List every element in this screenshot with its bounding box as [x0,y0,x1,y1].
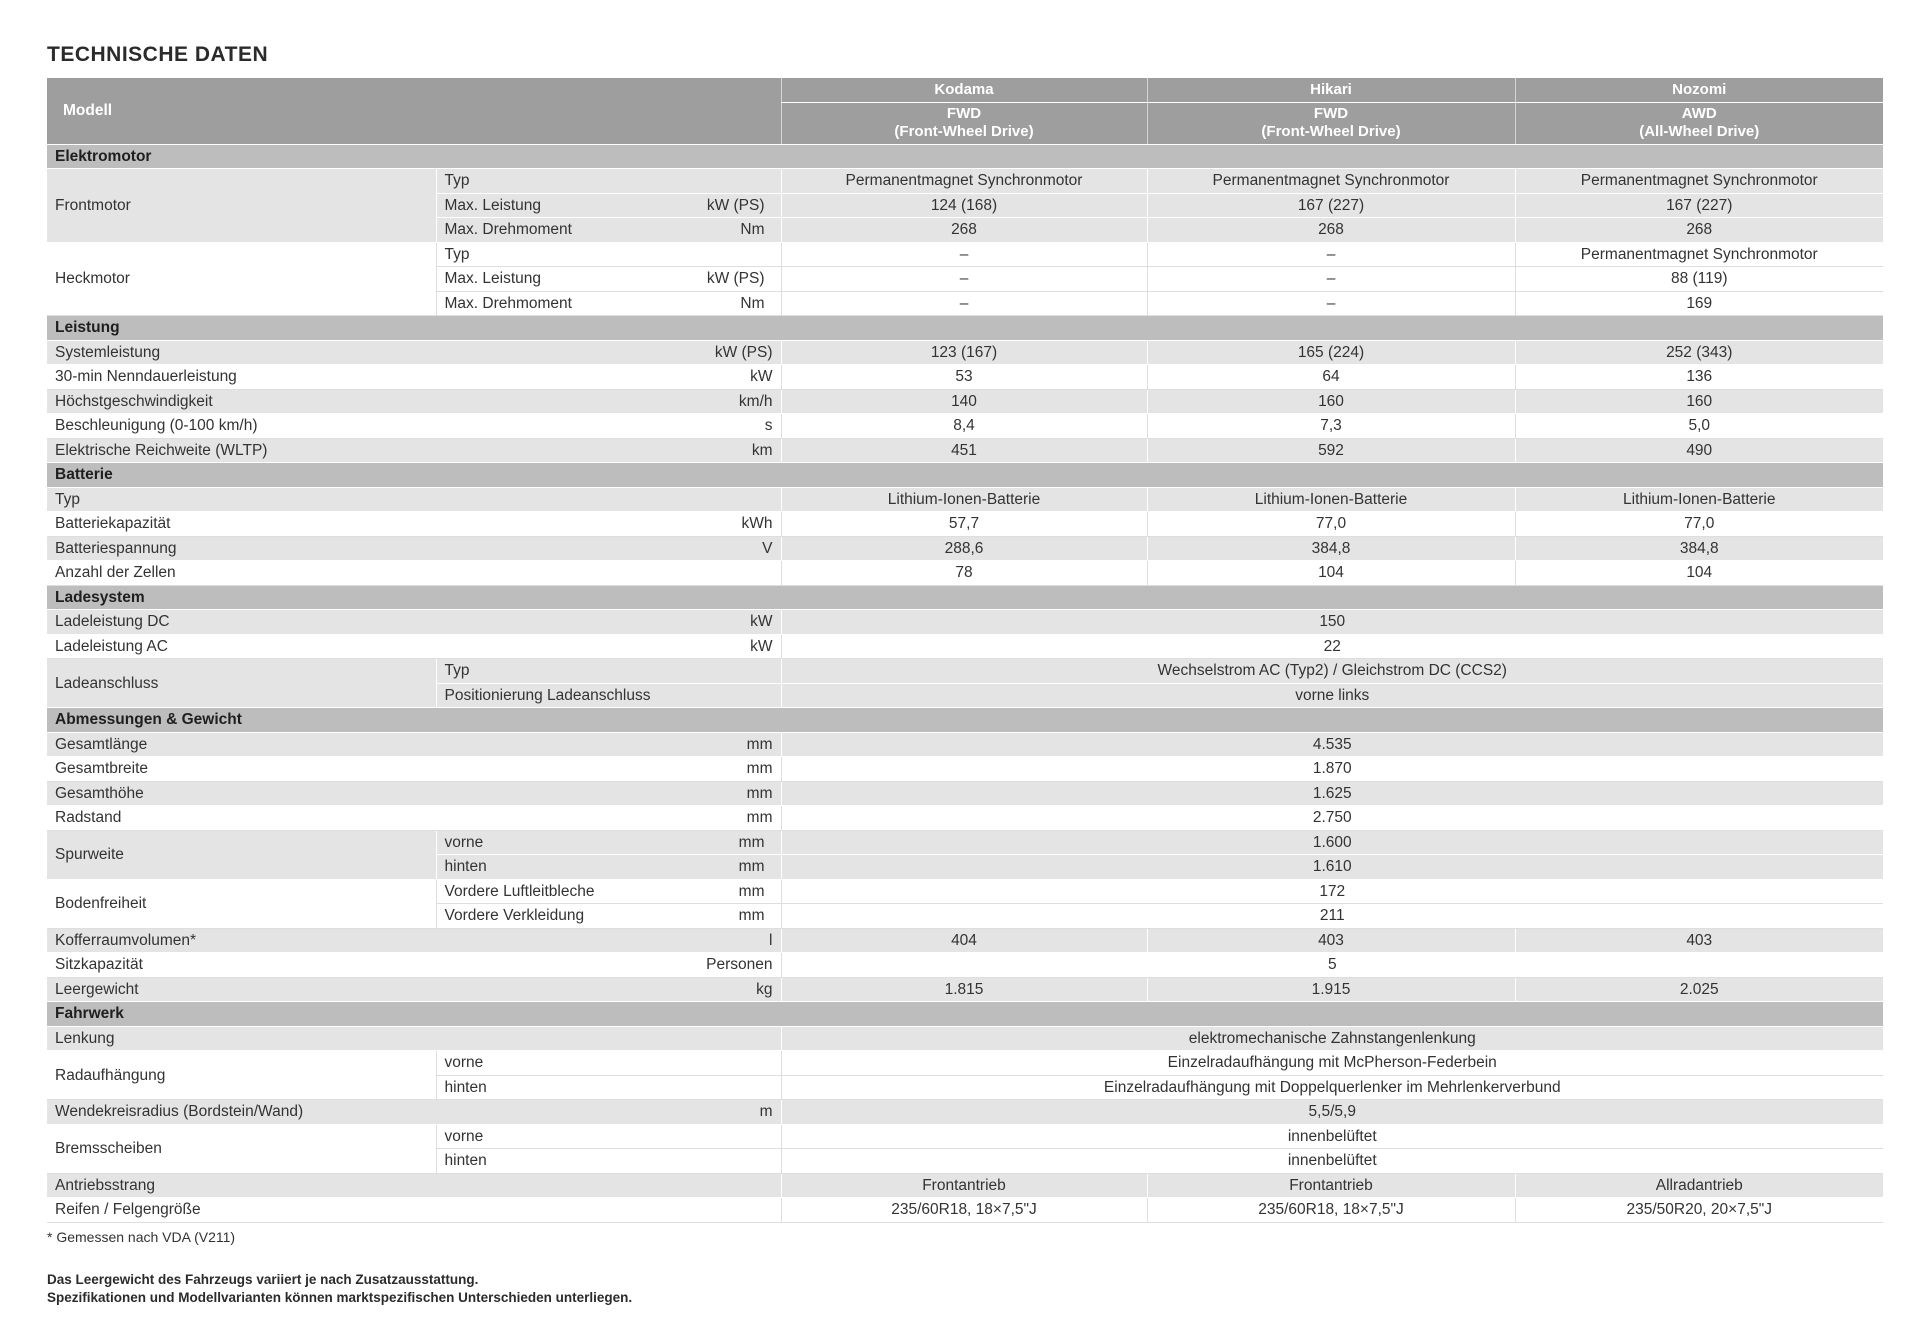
row-label-text: Max. Drehmoment [444,294,572,312]
cell-value: 2.025 [1515,977,1883,1002]
row-label-text: Max. Drehmoment [444,221,572,239]
row-unit: mm [436,806,781,831]
cell-value: – [781,267,1147,292]
row-unit: mm [738,907,765,925]
table-row [47,781,1883,806]
row-label [436,218,781,243]
cell-value: 160 [1515,389,1883,414]
row-label-text: Vordere Verkleidung [444,907,585,925]
cell-value: Lithium-Ionen-Batterie [1147,487,1515,512]
row-unit: mm [738,833,765,851]
row-unit: kW [436,365,781,390]
spec-page [47,40,1883,1307]
cell-value: 403 [1147,928,1515,953]
table-row [47,732,1883,757]
row-label: vorne [436,1124,781,1149]
row-label: Beschleunigung (0-100 km/h) [47,414,436,439]
drive-full: (Front-Wheel Drive) [1261,122,1401,140]
group-label: Heckmotor [47,242,436,316]
cell-value: 1.600 [781,830,1883,855]
table-row [47,806,1883,831]
cell-value: 235/60R18, 18×7,5"J [1147,1198,1515,1223]
row-label: Elektrische Reichweite (WLTP) [47,438,436,463]
cell-value: 268 [1147,218,1515,243]
cell-value: elektromechanische Zahnstangenlenkung [781,1026,1883,1051]
table-row [47,757,1883,782]
drive-full: (All-Wheel Drive) [1639,122,1760,140]
row-label: Reifen / Felgengröße [47,1198,781,1223]
cell-value: 78 [781,561,1147,586]
row-unit: Nm [740,294,765,312]
table-row [47,1173,1883,1198]
model-name-kodama: Kodama [781,78,1147,102]
footnote-disclaimer [47,1271,1883,1307]
row-label: Typ [436,169,781,194]
cell-value: 268 [781,218,1147,243]
section-batterie: Batterie [47,463,1883,488]
row-label: Lenkung [47,1026,781,1051]
cell-value: 5,5/5,9 [781,1100,1883,1125]
row-label: Typ [436,659,781,684]
cell-value: 22 [781,634,1883,659]
cell-value: 140 [781,389,1147,414]
row-unit [436,561,781,586]
cell-value: 77,0 [1515,512,1883,537]
row-label: Positionierung Ladeanschluss [436,683,781,708]
group-label: Radaufhängung [47,1051,436,1100]
table-row [47,389,1883,414]
cell-value: 124 (168) [781,193,1147,218]
table-row [47,830,1883,855]
cell-value: 123 (167) [781,340,1147,365]
row-label: Anzahl der Zellen [47,561,436,586]
row-label [436,855,781,880]
section-abmessungen: Abmessungen & Gewicht [47,708,1883,733]
cell-value: Einzelradaufhängung mit Doppelquerlenker im Mehrlenkerverbund [781,1075,1883,1100]
cell-value: 57,7 [781,512,1147,537]
cell-value: – [781,291,1147,316]
row-unit: kWh [436,512,781,537]
row-label: hinten [436,1149,781,1174]
row-label: Gesamtlänge [47,732,436,757]
group-label: Frontmotor [47,169,436,243]
table-row [47,414,1883,439]
cell-value: 1.915 [1147,977,1515,1002]
group-label: Spurweite [47,830,436,879]
cell-value: 235/50R20, 20×7,5"J [1515,1198,1883,1223]
row-unit: mm [436,781,781,806]
cell-value: vorne links [781,683,1883,708]
row-unit: mm [738,858,765,876]
table-row [47,340,1883,365]
table-row [47,879,1883,904]
cell-value: 384,8 [1515,536,1883,561]
table-row [47,561,1883,586]
cell-value: 1.610 [781,855,1883,880]
cell-value: Lithium-Ionen-Batterie [781,487,1147,512]
cell-value: Frontantrieb [1147,1173,1515,1198]
disclaimer-line: Das Leergewicht des Fahrzeugs variiert je nach Zusatzausstattung. [47,1271,479,1287]
drive-short: FWD [946,104,982,122]
drive-full: (Front-Wheel Drive) [894,122,1034,140]
cell-value: 384,8 [1147,536,1515,561]
cell-value: 211 [781,904,1883,929]
cell-value: 5 [781,953,1883,978]
spec-table [47,78,1883,1223]
row-unit: km [436,438,781,463]
cell-value: Einzelradaufhängung mit McPherson-Federbein [781,1051,1883,1076]
cell-value: 2.750 [781,806,1883,831]
cell-value: 150 [781,610,1883,635]
modell-header: Modell [47,78,781,144]
cell-value: – [1147,267,1515,292]
model-drive-nozomi [1515,102,1883,144]
cell-value: 64 [1147,365,1515,390]
cell-value: 490 [1515,438,1883,463]
table-row [47,634,1883,659]
cell-value: 160 [1147,389,1515,414]
row-unit: V [436,536,781,561]
row-label-text: vorne [444,833,484,851]
table-row [47,659,1883,684]
cell-value: 288,6 [781,536,1147,561]
footnote-vda: * Gemessen nach VDA (V211) [47,1228,236,1245]
model-name-nozomi: Nozomi [1515,78,1883,102]
table-row [47,1051,1883,1076]
row-unit: km/h [436,389,781,414]
row-label: Typ [47,487,436,512]
row-label: Typ [436,242,781,267]
table-row [47,953,1883,978]
cell-value: 1.815 [781,977,1147,1002]
header-row [47,78,1883,102]
row-label: Systemleistung [47,340,436,365]
row-label [436,904,781,929]
cell-value: Permanentmagnet Synchronmotor [1147,169,1515,194]
row-unit: mm [738,882,765,900]
row-unit: kW (PS) [706,270,765,288]
row-label-text: Max. Leistung [444,270,541,288]
cell-value: Permanentmagnet Synchronmotor [1515,242,1883,267]
row-label [436,267,781,292]
cell-value: 1.625 [781,781,1883,806]
row-label: Kofferraumvolumen* [47,928,436,953]
section-elektromotor: Elektromotor [47,144,1883,169]
cell-value: Lithium-Ionen-Batterie [1515,487,1883,512]
cell-value: 169 [1515,291,1883,316]
cell-value: – [781,242,1147,267]
row-label: Batteriekapazität [47,512,436,537]
cell-value: innenbelüftet [781,1124,1883,1149]
row-unit: Personen [436,953,781,978]
cell-value: 451 [781,438,1147,463]
table-row [47,1198,1883,1223]
page-title: TECHNISCHE DATEN [47,43,269,66]
table-row [47,512,1883,537]
table-row [47,1100,1883,1125]
drive-short: FWD [1313,104,1349,122]
cell-value: Allradantrieb [1515,1173,1883,1198]
cell-value: 172 [781,879,1883,904]
cell-value: 167 (227) [1515,193,1883,218]
group-label: Bremsscheiben [47,1124,436,1173]
row-label: vorne [436,1051,781,1076]
model-drive-kodama [781,102,1147,144]
table-row [47,365,1883,390]
row-label: Ladeleistung DC [47,610,436,635]
cell-value: 252 (343) [1515,340,1883,365]
cell-value: 104 [1147,561,1515,586]
table-row [47,610,1883,635]
row-label: Gesamthöhe [47,781,436,806]
row-label-text: Max. Leistung [444,196,541,214]
cell-value: 235/60R18, 18×7,5"J [781,1198,1147,1223]
row-label: Gesamtbreite [47,757,436,782]
row-label: hinten [436,1075,781,1100]
group-label: Bodenfreiheit [47,879,436,928]
cell-value: 104 [1515,561,1883,586]
row-label [436,193,781,218]
row-label [436,830,781,855]
cell-value: 165 (224) [1147,340,1515,365]
model-drive-hikari [1147,102,1515,144]
cell-value: 8,4 [781,414,1147,439]
row-unit [436,487,781,512]
row-label: Sitzkapazität [47,953,436,978]
cell-value: 53 [781,365,1147,390]
row-label: Ladeleistung AC [47,634,436,659]
table-row [47,1026,1883,1051]
model-name-hikari: Hikari [1147,78,1515,102]
row-unit: kW [436,634,781,659]
cell-value: – [1147,242,1515,267]
row-unit: kW [436,610,781,635]
row-unit: kW (PS) [436,340,781,365]
row-unit: l [436,928,781,953]
cell-value: 403 [1515,928,1883,953]
cell-value: Wechselstrom AC (Typ2) / Gleichstrom DC (CCS2) [781,659,1883,684]
row-unit: mm [436,732,781,757]
row-unit: kW (PS) [706,196,765,214]
cell-value: 88 (119) [1515,267,1883,292]
section-leistung: Leistung [47,316,1883,341]
row-unit: Nm [740,221,765,239]
cell-value: Frontantrieb [781,1173,1147,1198]
row-label: Höchstgeschwindigkeit [47,389,436,414]
cell-value: 167 (227) [1147,193,1515,218]
cell-value: 4.535 [781,732,1883,757]
drive-short: AWD [1681,104,1717,122]
table-row [47,487,1883,512]
cell-value: – [1147,291,1515,316]
row-label: Wendekreisradius (Bordstein/Wand) [47,1100,436,1125]
cell-value: 136 [1515,365,1883,390]
section-fahrwerk: Fahrwerk [47,1002,1883,1027]
table-row [47,928,1883,953]
table-row [47,536,1883,561]
cell-value: 592 [1147,438,1515,463]
cell-value: Permanentmagnet Synchronmotor [781,169,1147,194]
cell-value: innenbelüftet [781,1149,1883,1174]
row-unit: m [436,1100,781,1125]
row-unit: s [436,414,781,439]
row-label: Batteriespannung [47,536,436,561]
row-label: Antriebsstrang [47,1173,781,1198]
table-row [47,977,1883,1002]
row-unit: mm [436,757,781,782]
row-label: Radstand [47,806,436,831]
section-ladesystem: Ladesystem [47,585,1883,610]
row-label: Leergewicht [47,977,436,1002]
cell-value: 7,3 [1147,414,1515,439]
disclaimer-line: Spezifikationen und Modellvarianten können marktspezifischen Unterschieden unterliegen. [47,1289,633,1305]
row-label-text: Vordere Luftleitbleche [444,882,595,900]
row-label [436,291,781,316]
cell-value: Permanentmagnet Synchronmotor [1515,169,1883,194]
row-unit: kg [436,977,781,1002]
group-label: Ladeanschluss [47,659,436,708]
cell-value: 404 [781,928,1147,953]
table-row [47,438,1883,463]
row-label [436,879,781,904]
row-label-text: hinten [444,858,487,876]
table-row [47,242,1883,267]
cell-value: 268 [1515,218,1883,243]
table-row [47,1124,1883,1149]
cell-value: 77,0 [1147,512,1515,537]
row-label: 30-min Nenndauerleistung [47,365,436,390]
cell-value: 5,0 [1515,414,1883,439]
table-row [47,169,1883,194]
cell-value: 1.870 [781,757,1883,782]
